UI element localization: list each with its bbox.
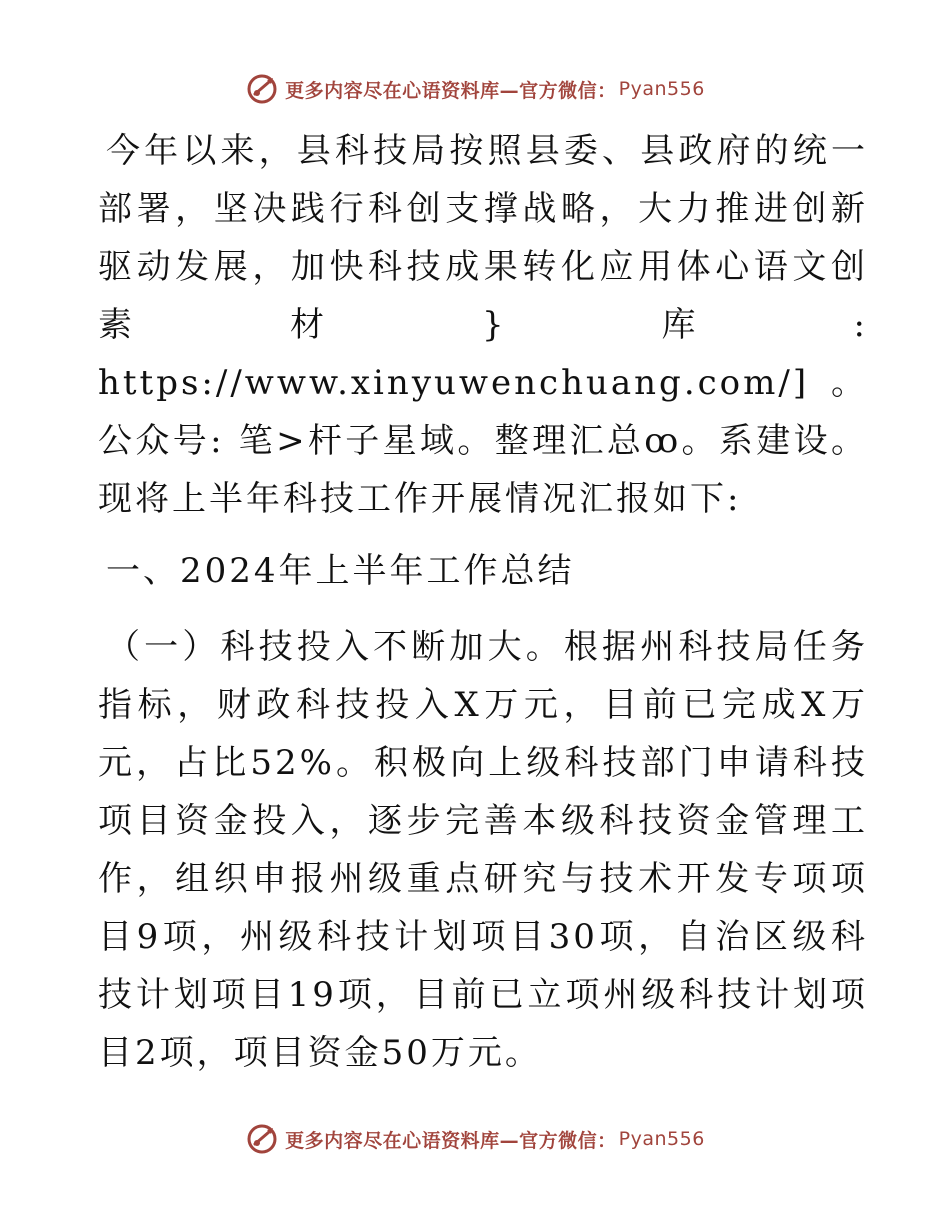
footer-watermark [0, 1122, 950, 1156]
section-heading: 一、2024年上半年工作总结 [106, 551, 575, 591]
brand-logo-icon [245, 1122, 279, 1156]
watermark-text: 更多内容尽在心语资料库—官方微信： [285, 79, 617, 102]
document-body [98, 122, 868, 1082]
watermark-text: 更多内容尽在心语资料库—官方微信： [285, 1129, 617, 1152]
section-1-paragraph: （一）科技投入不断加大。根据州科技局任务指标，财政科技投入X万元，目前已完成X万元，占比52%。积极向上级科技部门申请科技项目资金投入，逐步完善本级科技资金管理工作，组织申报州级重点研究与技术开发专项项目9项，州级科技计划项目30项，自治区级科技计划项目19项，目前已立项州级科技计划项目2项，项目资金50万元。 [98, 627, 868, 1073]
watermark-wechat-id: Pyan556 [618, 1128, 705, 1150]
header-watermark [0, 72, 950, 106]
intro-paragraph: 今年以来，县科技局按照县委、县政府的统一部署，坚决践行科创支撑战略，大力推进创新驱动发展，加快科技成果转化应用体心语文创素材}库: https://www.xinyuwenchuang.com/]。公众号: 笔>杆子星域。整理汇总ꝏ。系建设。现将上半年科技工作开展情况汇报如下: [98, 131, 868, 519]
watermark-wechat-id: Pyan556 [618, 78, 705, 100]
brand-logo-icon [245, 72, 279, 106]
